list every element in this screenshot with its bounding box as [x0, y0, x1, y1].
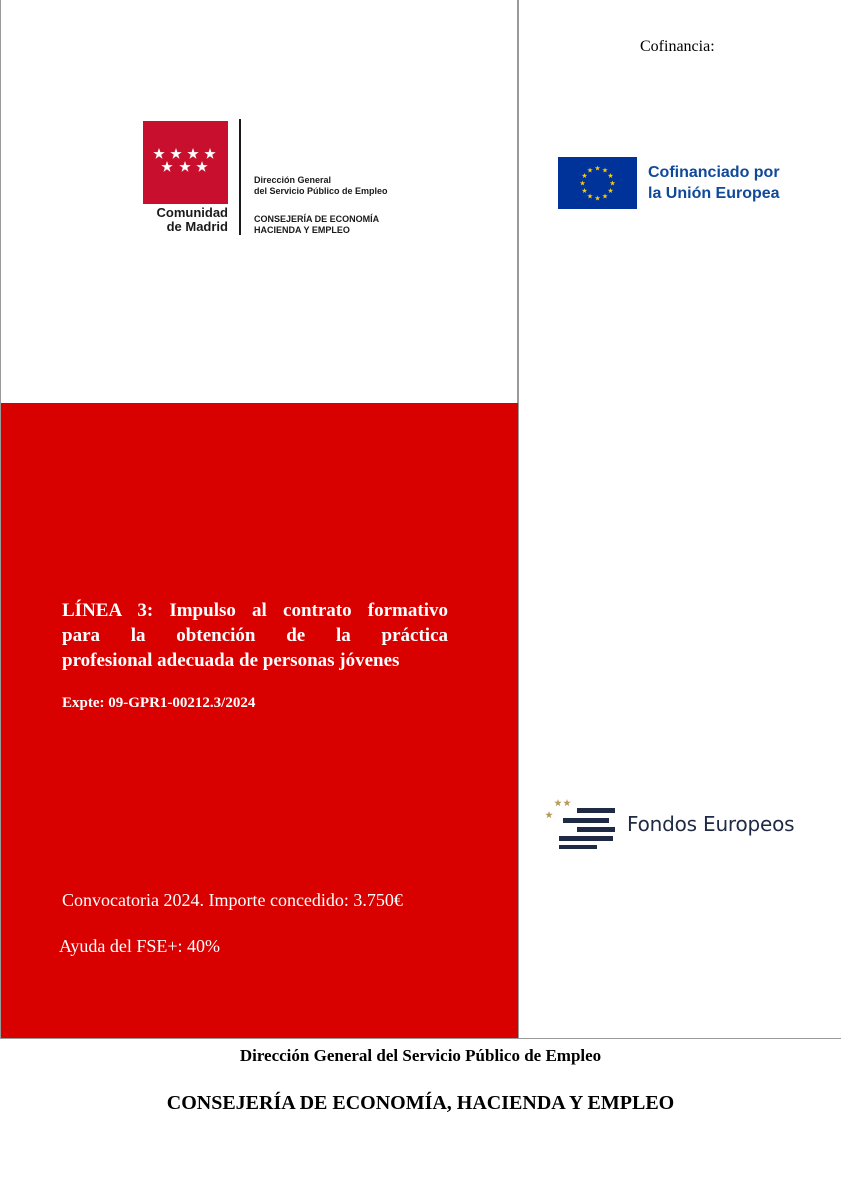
footer-direccion-general: Dirección General del Servicio Público de Empleo [239, 1046, 602, 1065]
title-line-1: LÍNEA 3: Impulso al contrato formativo [62, 600, 448, 621]
madrid-council-line1: CONSEJERÍA DE ECONOMÍA [254, 214, 380, 224]
eu-star: ★ [607, 172, 614, 180]
eu-star: ★ [609, 179, 616, 188]
eu-star: ★ [586, 192, 594, 201]
fondos-europeos-label: Fondos Europeos [627, 812, 795, 836]
eu-star: ★ [594, 164, 601, 173]
madrid-dept-line1: Dirección General [254, 175, 332, 185]
eu-star: ★ [607, 187, 614, 195]
eu-flag-icon [558, 157, 637, 209]
ayuda-fse-text: Ayuda del FSE+: 40% [59, 936, 220, 956]
madrid-name-line1: Comunidad [156, 205, 228, 220]
madrid-logo-separator [239, 119, 241, 235]
cover-top-panel [0, 0, 518, 403]
madrid-dept-text [254, 175, 388, 197]
eu-star: ★ [586, 166, 594, 175]
madrid-flag-icon [143, 121, 228, 204]
fondos-europeos-icon [541, 796, 621, 855]
madrid-council-text [254, 214, 379, 236]
title-line-2: para la obtención de la práctica [62, 625, 448, 646]
eu-star: ★ [581, 187, 588, 195]
madrid-dept-line2: del Servicio Público de Empleo [254, 186, 388, 196]
expediente-number: Expte: 09-GPR1-00212.3/2024 [62, 695, 256, 711]
column-divider [518, 0, 519, 1039]
title-line-3: profesional adecuada de personas jóvenes [62, 650, 400, 671]
eu-text-line2: la Unión Europea [648, 185, 780, 202]
eu-star: ★ [579, 179, 586, 188]
footer-consejeria: CONSEJERÍA DE ECONOMÍA, HACIENDA Y EMPLEO [166, 1092, 675, 1114]
cofinancia-label: Cofinancia: [640, 38, 715, 55]
eu-text-line1: Cofinanciado por [648, 164, 780, 181]
madrid-name-line2: de Madrid [166, 219, 228, 234]
footer-divider [0, 1038, 841, 1039]
convocatoria-text: Convocatoria 2024. Importe concedido: 3.750€ [62, 890, 403, 910]
madrid-council-line2: HACIENDA Y EMPLEO [254, 225, 350, 235]
eu-star: ★ [581, 172, 588, 180]
eu-cofinanced-text [648, 162, 780, 204]
cover-title [62, 598, 448, 673]
madrid-logo-name [143, 206, 228, 234]
eu-star: ★ [601, 192, 609, 201]
eu-star: ★ [594, 194, 601, 203]
eu-star: ★ [601, 166, 609, 175]
